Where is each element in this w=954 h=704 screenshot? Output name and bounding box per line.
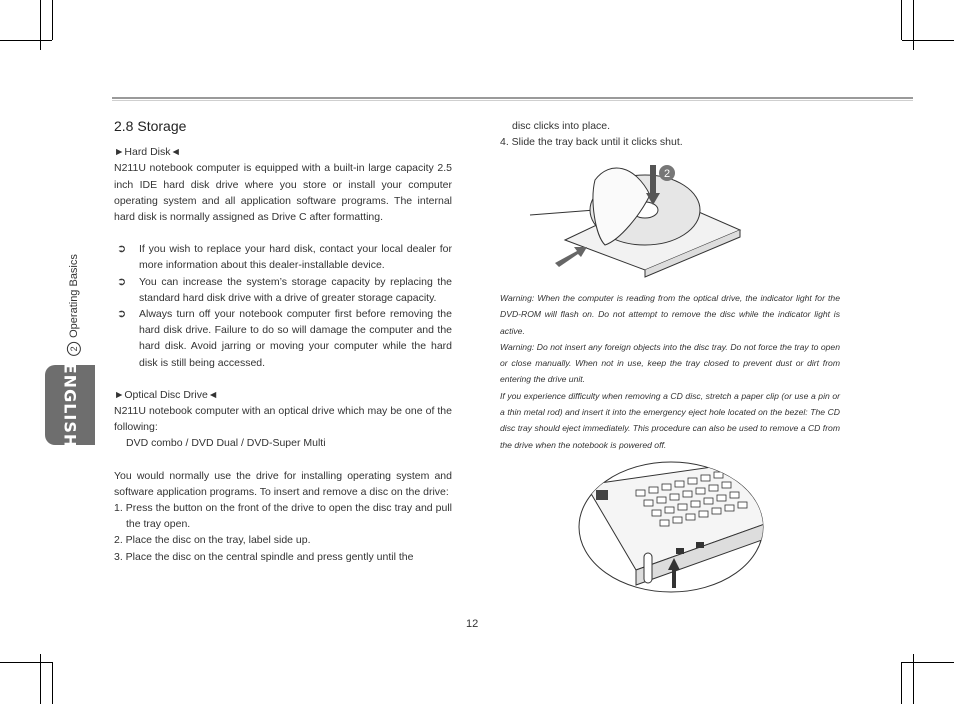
right-arrow-icon: ➲ [117,243,127,256]
hard-disk-paragraph: N211U notebook computer is equipped with a built-in large capacity 2.5 inch IDE hard disk drive where you store or install your computer operating system and all application software programs. The internal hard disk is normally assigned as Drive C after formatting. [114,162,452,224]
warning-text: If you experience difficulty when removing a CD disc, stretch a paper clip (or use a pin or a thin metal rod) and insert it into the emergency eject hole located on the bezel: The CD disc tray should eject immediately. This procedure can also be used to remove a CD from the drive when the notebook is powered off. [500,390,840,450]
crop-mark-icon [913,0,914,50]
crop-mark-icon [0,662,52,663]
section-indicator [54,250,94,360]
emergency-eject-illustration [576,460,766,595]
optical-title: ►Optical Disc Drive◄ [114,388,219,401]
disc-tray-illustration [525,155,755,280]
crop-mark-icon [52,662,53,704]
crop-mark-icon [901,0,902,40]
step-continuation: disc clicks into place. [512,120,611,132]
crop-mark-icon [901,662,902,704]
warning-text: Warning: Do not insert any foreign objects into the disc tray. Do not force the tray to open or close manually. When not in use, keep the tray closed to prevent dust or dirt from entering the drive unit. [500,341,840,385]
right-arrow-icon: ➲ [117,308,127,321]
hard-disk-title: ►Hard Disk◄ [114,146,181,159]
right-arrow-icon: ➲ [117,275,127,288]
page-number: 12 [466,618,479,630]
bullet-item: ➲ You can increase the system’s storage capacity by replacing the standard hard disk drive with a drive of greater storage capacity. [117,275,452,304]
step-item: 3. Place the disc on the central spindle and press gently until the [114,550,414,563]
crop-mark-icon [40,0,41,50]
left-column [114,118,452,565]
usage-paragraph: You would normally use the drive for installing operating system and software application programs. To insert and remove a disc on the drive: [114,469,452,498]
crop-mark-icon [0,40,52,41]
section-title: Operating Basics [68,254,81,338]
bullet-item: ➲ If you wish to replace your hard disk, contact your local dealer for more information about this dealer-installable device. [117,243,452,272]
step-item: 2. Place the disc on the tray, label side up. [114,534,311,547]
bullet-item: ➲ Always turn off your notebook computer first before removing the hard disk drive. Failure to do so will damage the computer and the hard disk. Avoid jarring or moving your computer while the hard disk is still being accessed. [117,308,452,369]
crop-mark-icon [902,40,954,41]
step-item: 4. Slide the tray back until it clicks shut. [500,136,683,148]
warnings-block [500,290,840,453]
page-title: 2.8 Storage [114,118,187,134]
crop-mark-icon [52,0,53,40]
section-number-icon: 2 [67,342,81,356]
optical-options: DVD combo / DVD Dual / DVD-Super Multi [126,437,326,450]
language-tab-label: ENGLISH [60,362,80,448]
crop-mark-icon [902,662,954,663]
header-rule-thin [112,100,913,101]
warning-text: Warning: When the computer is reading from the optical drive, the indicator light for the DVD-ROM will flash on. Do not attempt to remove the disc while the indicator light is active. [500,293,840,336]
svg-text:2: 2 [663,168,671,180]
right-column [500,118,840,150]
header-rule [112,97,913,99]
step-item: 1. Press the button on the front of the drive to open the disc tray and pull the tray open. [114,502,452,531]
optical-paragraph: N211U notebook computer with an optical drive which may be one of the following: [114,405,452,434]
